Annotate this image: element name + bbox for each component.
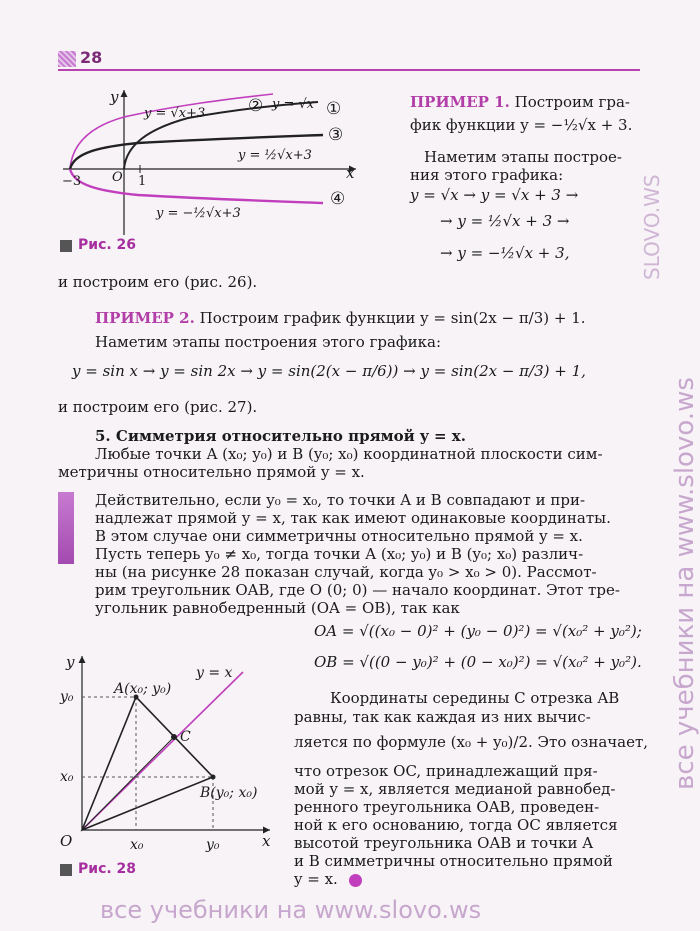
fig28-caption: Рис. 28 (78, 861, 137, 877)
section5-r8: высотой треугольника OAB и точки A (294, 834, 594, 852)
end-of-proof-dot (349, 874, 362, 887)
section5-r1: Координаты середины C отрезка AB (330, 689, 620, 707)
fig26-n3: ③ (328, 125, 344, 145)
watermark-right-outer: все учебники на www.slovo.ws (670, 377, 700, 790)
example1-line4: ния этого графика: (410, 166, 564, 184)
section5-heading: 5. Симметрия относительно прямой y = x. (95, 427, 466, 445)
fig26-caption-marker (60, 240, 72, 252)
proof-marker-bar (58, 492, 74, 564)
section5-p1b: метричны относительно прямой y = x. (58, 463, 365, 481)
fig28-caption-marker (60, 864, 72, 876)
fig28-x-label: x (262, 832, 271, 850)
fig28-line-label: y = x (196, 665, 233, 681)
fig26-one: 1 (138, 174, 147, 189)
example1-line2: фик функции y = −½√x + 3. (410, 116, 633, 134)
watermark-right-inner: SLOVO.WS (640, 174, 664, 280)
section5-p2b: надлежат прямой y = x, так как имеют одинаковые координаты. (95, 509, 611, 527)
section5-p3b: ны (на рисунке 28 показан случай, когда y₀ > x₀ > 0). Рассмот- (95, 563, 597, 581)
section5-r7: ной к его основанию, тогда OC является (294, 816, 618, 834)
page-number-marker (58, 51, 76, 67)
equation-oa: OA = √((x₀ − 0)² + (y₀ − 0)²) = √(x₀² + y₀²); (314, 622, 642, 640)
curve-neg-half-sqrt (70, 169, 323, 203)
fig28-x0-left: x₀ (60, 769, 74, 785)
point-c (171, 734, 177, 740)
fig26-y-label: y (110, 88, 119, 106)
section5-p3a: Пусть теперь y₀ ≠ x₀, тогда точки A (x₀; y₀) и B (y₀; x₀) различ- (95, 545, 584, 563)
fig26-n1: ① (326, 99, 342, 119)
section5-p2c: В этом случае они симметричны относительно прямой y = x. (95, 527, 583, 545)
section5-p1a: Любые точки A (x₀; y₀) и B (y₀; x₀) координатной плоскости сим- (95, 445, 603, 463)
example2-chain: y = sin x → y = sin 2x → y = sin(2(x − π/6)) → y = sin(2x − π/3) + 1, (72, 362, 586, 380)
example1-after: и построим его (рис. 26). (58, 273, 258, 291)
fig28-b-label: B(y₀; x₀) (200, 785, 258, 801)
fig26-f2: y = √x (272, 97, 315, 112)
fig26-origin: O (112, 170, 123, 185)
example2-line1 (95, 309, 586, 328)
fig26-caption: Рис. 26 (78, 237, 137, 253)
fig28-y-label: y (66, 653, 75, 671)
example1-chain3: → y = −½√x + 3, (440, 244, 570, 262)
page-number: 28 (80, 48, 103, 67)
section5-p3c: рим треугольник OAB, где O (0; 0) — начало координат. Этот тре- (95, 581, 620, 599)
fig28-a-label: A(x₀; y₀) (114, 681, 172, 697)
example1-text1: Построим гра- (514, 93, 630, 111)
fig28-y0-left: y₀ (60, 689, 74, 705)
section5-p3d: угольник равнобедренный (OA = OB), так как (95, 599, 460, 617)
section5-r2: равны, так как каждая из них вычис- (294, 708, 591, 726)
equation-ob: OB = √((0 − y₀)² + (0 − x₀)²) = √(x₀² + y₀²). (314, 653, 642, 671)
section5-r4: что отрезок OC, принадлежащий пря- (294, 762, 598, 780)
fig26-f4: y = −½√x+3 (156, 206, 241, 221)
fig26-f3: y = ½√x+3 (238, 148, 312, 163)
example2-line2: Наметим этапы построения этого графика: (95, 333, 442, 351)
fig26-f1: y = √x+3 (144, 106, 206, 121)
section5-r9: и B симметричны относительно прямой (294, 852, 613, 870)
example1-chain1: y = √x → y = √x + 3 → (410, 186, 579, 204)
fig28-c-label: C (180, 729, 191, 745)
example1-line1 (410, 93, 630, 112)
example2-after: и построим его (рис. 27). (58, 398, 258, 416)
example1-chain2: → y = ½√x + 3 → (440, 212, 570, 230)
fig28-y0-bottom: y₀ (206, 837, 220, 853)
watermark-bottom: все учебники на www.slovo.ws (100, 896, 482, 924)
example1-line3: Наметим этапы построе- (424, 148, 622, 166)
header-rule (58, 69, 640, 71)
section5-p2a: Действительно, если y₀ = x₀, то точки A и B совпадают и при- (95, 491, 586, 509)
example1-title: ПРИМЕР 1. (410, 93, 510, 111)
fig26-n4: ④ (330, 189, 346, 209)
section5-r10 (294, 870, 362, 889)
fig28-x0-bottom: x₀ (130, 837, 144, 853)
example2-text1: Построим график функции y = sin(2x − π/3) + 1. (199, 309, 586, 327)
section5-r3: ляется по формуле (x₀ + y₀)/2. Это означает, (294, 733, 649, 751)
section5-r5: мой y = x, является медианой равнобед- (294, 780, 616, 798)
segment-oc (82, 737, 174, 830)
fig26-x-label: x (346, 164, 355, 182)
example2-title: ПРИМЕР 2. (95, 309, 195, 327)
fig26-n2: ② (248, 96, 264, 116)
section5-r6: ренного треугольника OAB, проведен- (294, 798, 600, 816)
section5-r10-text: y = x. (294, 870, 338, 888)
fig28-origin: O (60, 832, 73, 850)
point-b (211, 775, 216, 780)
fig26-neg3: −3 (62, 174, 82, 189)
